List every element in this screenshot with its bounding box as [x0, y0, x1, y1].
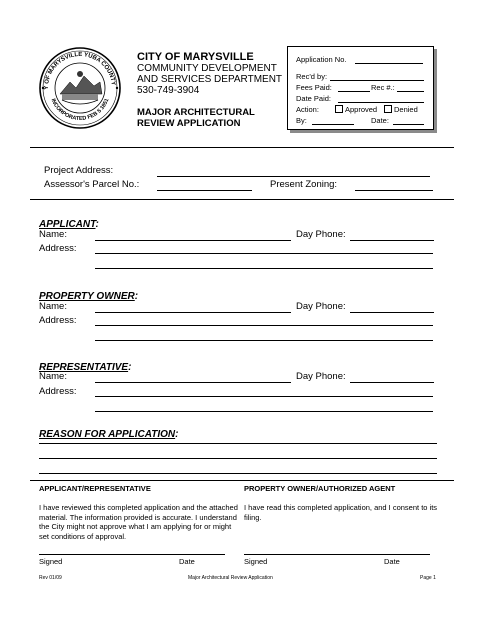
fees-paid-label: Fees Paid: [296, 83, 332, 92]
city-seal [38, 46, 122, 130]
owner-name-label: Name: [39, 301, 67, 312]
applicant-address-line-1[interactable] [95, 253, 433, 254]
project-address-line[interactable] [157, 176, 430, 177]
action-date-line[interactable] [393, 124, 424, 125]
footer-title: Major Architectural Review Application [188, 575, 273, 581]
applicant-cert-heading: APPLICANT/REPRESENTATIVE [39, 484, 151, 493]
denied-label: Denied [394, 105, 418, 114]
reason-heading [39, 424, 178, 442]
cert-divider [30, 480, 454, 481]
owner-address-line-2[interactable] [95, 340, 433, 341]
reason-heading-text: REASON FOR APPLICATION [39, 429, 176, 440]
recd-by-label: Rec'd by: [296, 72, 328, 81]
seal-bottom-text: INCORPORATED FEB 5 1851 [49, 97, 111, 123]
office-use-box [287, 46, 434, 130]
owner-heading-text: PROPERTY OWNER [39, 291, 135, 302]
seal-top-text: Y OF MARYSVILLE YUBA COUNTY [43, 51, 116, 90]
owner-signature-line[interactable] [244, 554, 430, 555]
approved-checkbox[interactable] [335, 105, 343, 113]
denied-option[interactable] [384, 105, 418, 114]
applicant-signature-line[interactable] [39, 554, 225, 555]
applicant-name-line[interactable] [95, 240, 291, 241]
reason-line-1[interactable] [39, 443, 437, 444]
footer-page: Page 1 [420, 575, 436, 581]
parcel-line[interactable] [157, 190, 252, 191]
footer-revision: Rev 01/09 [39, 575, 62, 581]
fees-paid-line[interactable] [338, 91, 370, 92]
owner-address-line-1[interactable] [95, 325, 433, 326]
rep-address-line-1[interactable] [95, 396, 433, 397]
zoning-line[interactable] [355, 190, 433, 191]
applicant-cert-text: I have reviewed this completed application and the attached material. The information provided is accurate. I understand the City might not approve what I am applying for or might set conditions of approval. [39, 503, 238, 541]
rep-address-label: Address: [39, 386, 77, 397]
reason-heading-colon: : [175, 429, 179, 440]
form-title-2: REVIEW APPLICATION [137, 118, 241, 129]
reason-line-3[interactable] [39, 473, 437, 474]
denied-checkbox[interactable] [384, 105, 392, 113]
applicant-heading-colon: : [95, 219, 99, 230]
owner-cert-text: I have read this completed application, and I consent to its filing. [244, 503, 438, 522]
project-divider [30, 199, 454, 200]
city-name: CITY OF MARYSVILLE [137, 51, 254, 63]
rep-name-line[interactable] [95, 382, 291, 383]
action-label: Action: [296, 105, 319, 114]
action-date-label: Date: [371, 116, 389, 125]
header-divider [30, 147, 454, 148]
owner-name-line[interactable] [95, 312, 291, 313]
applicant-phone-label: Day Phone: [296, 229, 346, 240]
rep-phone-label: Day Phone: [296, 371, 346, 382]
owner-heading-colon: : [134, 291, 139, 302]
reason-line-2[interactable] [39, 458, 437, 459]
owner-date-label: Date [384, 557, 400, 566]
rep-phone-line[interactable] [350, 382, 434, 383]
owner-phone-label: Day Phone: [296, 301, 346, 312]
approved-option[interactable] [335, 105, 377, 114]
date-paid-label: Date Paid: [296, 94, 332, 103]
by-line[interactable] [312, 124, 354, 125]
owner-signed-label: Signed [244, 557, 268, 566]
applicant-address-label: Address: [39, 243, 77, 254]
rec-no-line[interactable] [397, 91, 424, 92]
applicant-heading-text: APPLICANT [39, 219, 96, 230]
representative-heading-text: REPRESENTATIVE [39, 362, 129, 373]
project-address-label: Project Address: [44, 165, 114, 176]
approved-label: Approved [345, 105, 378, 114]
applicant-address-line-2[interactable] [95, 268, 433, 269]
date-paid-line[interactable] [338, 102, 424, 103]
owner-phone-line[interactable] [350, 312, 434, 313]
city-seal-graphic [38, 46, 122, 130]
form-title-1: MAJOR ARCHITECTURAL [137, 107, 255, 118]
dept-phone: 530-749-3904 [137, 85, 200, 96]
application-no-line[interactable] [355, 63, 423, 64]
applicant-signed-label: Signed [39, 557, 63, 566]
applicant-name-label: Name: [39, 229, 67, 240]
owner-address-label: Address: [39, 315, 77, 326]
owner-cert-heading: PROPERTY OWNER/AUTHORIZED AGENT [244, 484, 396, 493]
applicant-date-label: Date [179, 557, 195, 566]
zoning-label: Present Zoning: [270, 179, 338, 190]
rep-name-label: Name: [39, 371, 67, 382]
rep-address-line-2[interactable] [95, 411, 433, 412]
dept-line-2: AND SERVICES DEPARTMENT [137, 74, 283, 85]
representative-heading-colon: : [128, 362, 132, 373]
application-no-label: Application No. [296, 55, 347, 64]
parcel-label: Assessor's Parcel No.: [44, 179, 140, 190]
recd-by-line[interactable] [330, 80, 424, 81]
by-label: By: [296, 116, 307, 125]
dept-line-1: COMMUNITY DEVELOPMENT [137, 63, 277, 74]
applicant-phone-line[interactable] [350, 240, 434, 241]
rec-no-label: Rec #.: [371, 83, 395, 92]
